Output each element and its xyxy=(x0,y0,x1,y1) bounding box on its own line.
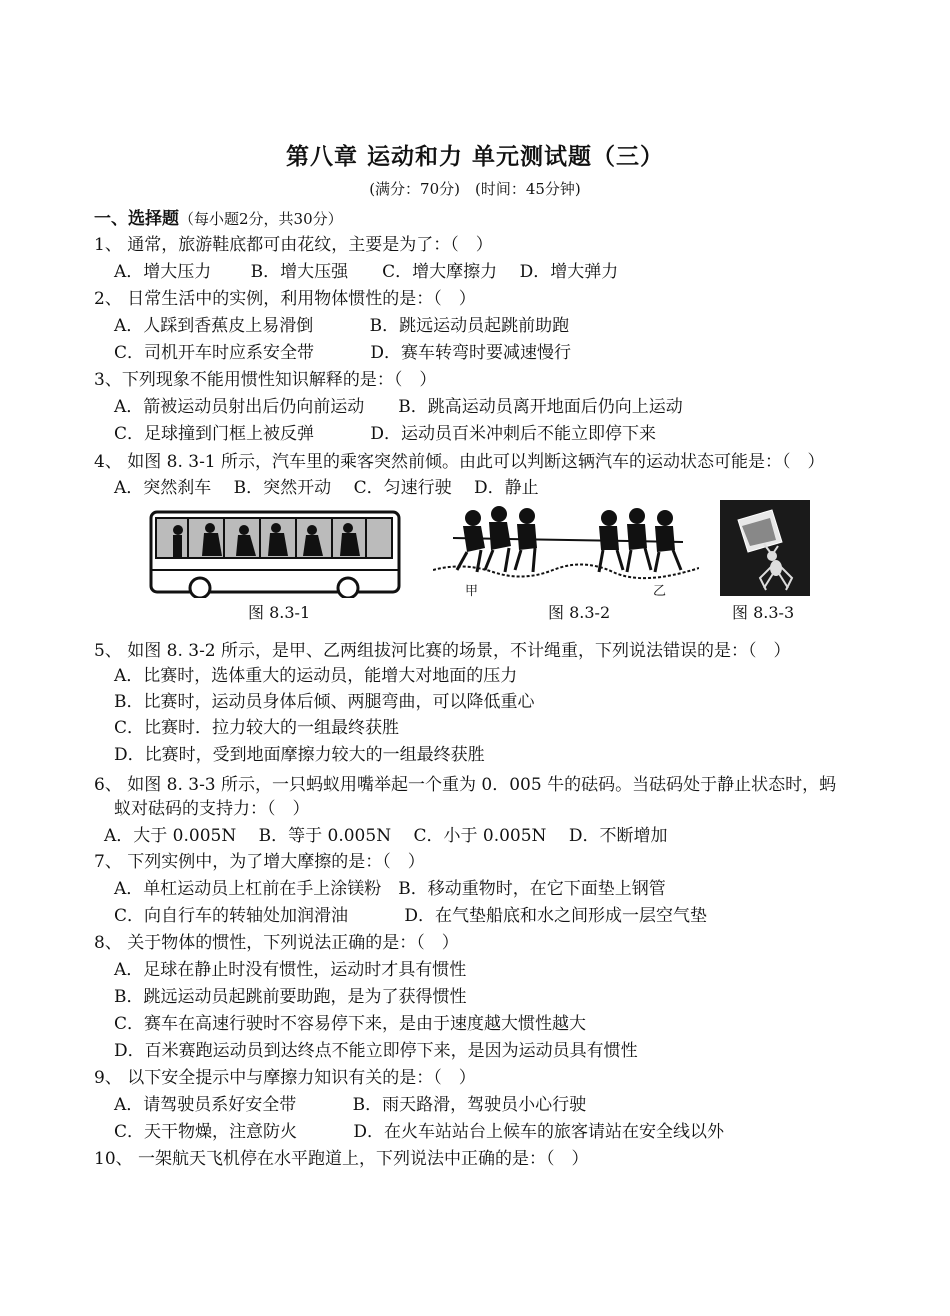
team-yi-label: 乙 xyxy=(653,584,667,599)
q7-options-ab: A．单杠运动员上杠前在手上涂镁粉 B．移动重物时，在它下面垫上钢管 xyxy=(114,879,666,899)
q9-options-cd: C．天干物燥，注意防火 D．在火车站站台上候车的旅客请站在安全线以外 xyxy=(114,1122,725,1142)
tug-of-war-figure xyxy=(433,500,699,584)
q9-options-ab: A．请驾驶员系好安全带 B．雨天路滑，驾驶员小心行驶 xyxy=(114,1095,587,1115)
q5-option-d: D．比赛时，受到地面摩擦力较大的一组最终获胜 xyxy=(114,745,485,765)
question-5: 5、 如图 8. 3-2 所示，是甲、乙两组拔河比赛的场景，不计绳重，下列说法错误的是：（ ） xyxy=(94,641,791,661)
q8-option-c: C．赛车在高速行驶时不容易停下来，是由于速度越大惯性越大 xyxy=(114,1014,587,1034)
question-6-cont: 蚁对砝码的支持力：（ ） xyxy=(114,799,310,819)
q2-options-cd: C．司机开车时应系安全带 D．赛车转弯时要减速慢行 xyxy=(114,343,572,363)
page-title: 第八章 运动和力 单元测试题（三） xyxy=(285,143,664,170)
ant-weight-figure xyxy=(720,500,810,596)
question-3: 3、下列现象不能用惯性知识解释的是：（ ） xyxy=(94,370,437,390)
q6-options: A．大于 0.005N B．等于 0.005N C．小于 0.005N D．不断增加 xyxy=(104,826,668,846)
section-heading xyxy=(94,207,343,231)
question-2: 2、 日常生活中的实例，利用物体惯性的是：（ ） xyxy=(94,289,476,309)
bus-figure xyxy=(148,508,404,598)
q8-option-a: A．足球在静止时没有惯性，运动时才具有惯性 xyxy=(114,960,467,980)
figure-8-3-1-caption: 图 8.3-1 xyxy=(248,603,311,622)
question-9: 9、 以下安全提示中与摩擦力知识有关的是：（ ） xyxy=(94,1068,476,1088)
q5-option-c: C．比赛时．拉力较大的一组最终获胜 xyxy=(114,718,400,738)
exam-meta: (满分：70分) (时间：45分钟) xyxy=(369,180,581,198)
figure-8-3-3-caption: 图 8.3-3 xyxy=(732,603,795,622)
q5-option-a: A．比赛时，选体重大的运动员，能增大对地面的压力 xyxy=(114,666,518,686)
q8-option-b: B．跳远运动员起跳前要助跑，是为了获得惯性 xyxy=(114,987,467,1007)
q4-options: A．突然刹车 B．突然开动 C．匀速行驶 D．静止 xyxy=(114,478,539,498)
question-4: 4、 如图 8. 3-1 所示，汽车里的乘客突然前倾。由此可以判断这辆汽车的运动状态可能是：（ ） xyxy=(94,452,825,472)
q3-options-cd: C．足球撞到门框上被反弹 D．运动员百米冲刺后不能立即停下来 xyxy=(114,424,657,444)
section-title: 一、选择题 xyxy=(94,209,179,229)
q3-options-ab: A．箭被运动员射出后仍向前运动 B．跳高运动员离开地面后仍向上运动 xyxy=(114,397,683,417)
q7-options-cd: C．向自行车的转轴处加润滑油 D．在气垫船底和水之间形成一层空气垫 xyxy=(114,906,708,926)
question-7: 7、 下列实例中，为了增大摩擦的是：（ ） xyxy=(94,852,425,872)
question-1: 1、 通常，旅游鞋底都可由花纹，主要是为了：（ ） xyxy=(94,235,493,255)
q5-option-b: B．比赛时，运动员身体后倾、两腿弯曲，可以降低重心 xyxy=(114,692,535,712)
question-6: 6、 如图 8. 3-3 所示，一只蚂蚁用嘴举起一个重为 0．005 牛的砝码。当砝码处于静止状态时，蚂 xyxy=(94,775,837,795)
figures-row xyxy=(148,500,814,626)
q2-options-ab: A．人踩到香蕉皮上易滑倒 B．跳远运动员起跳前助跑 xyxy=(114,316,570,336)
q1-options: A．增大压力 B．增大压强 C．增大摩擦力 D．增大弹力 xyxy=(114,262,619,282)
question-8: 8、 关于物体的惯性，下列说法正确的是：（ ） xyxy=(94,933,459,953)
figure-8-3-2-caption: 图 8.3-2 xyxy=(548,603,611,622)
q8-option-d: D．百米赛跑运动员到达终点不能立即停下来，是因为运动员具有惯性 xyxy=(114,1041,638,1061)
team-jia-label: 甲 xyxy=(465,584,479,599)
question-10: 10、 一架航天飞机停在水平跑道上，下列说法中正确的是：（ ） xyxy=(94,1149,589,1169)
section-note: （每小题2分，共30分） xyxy=(179,210,343,228)
